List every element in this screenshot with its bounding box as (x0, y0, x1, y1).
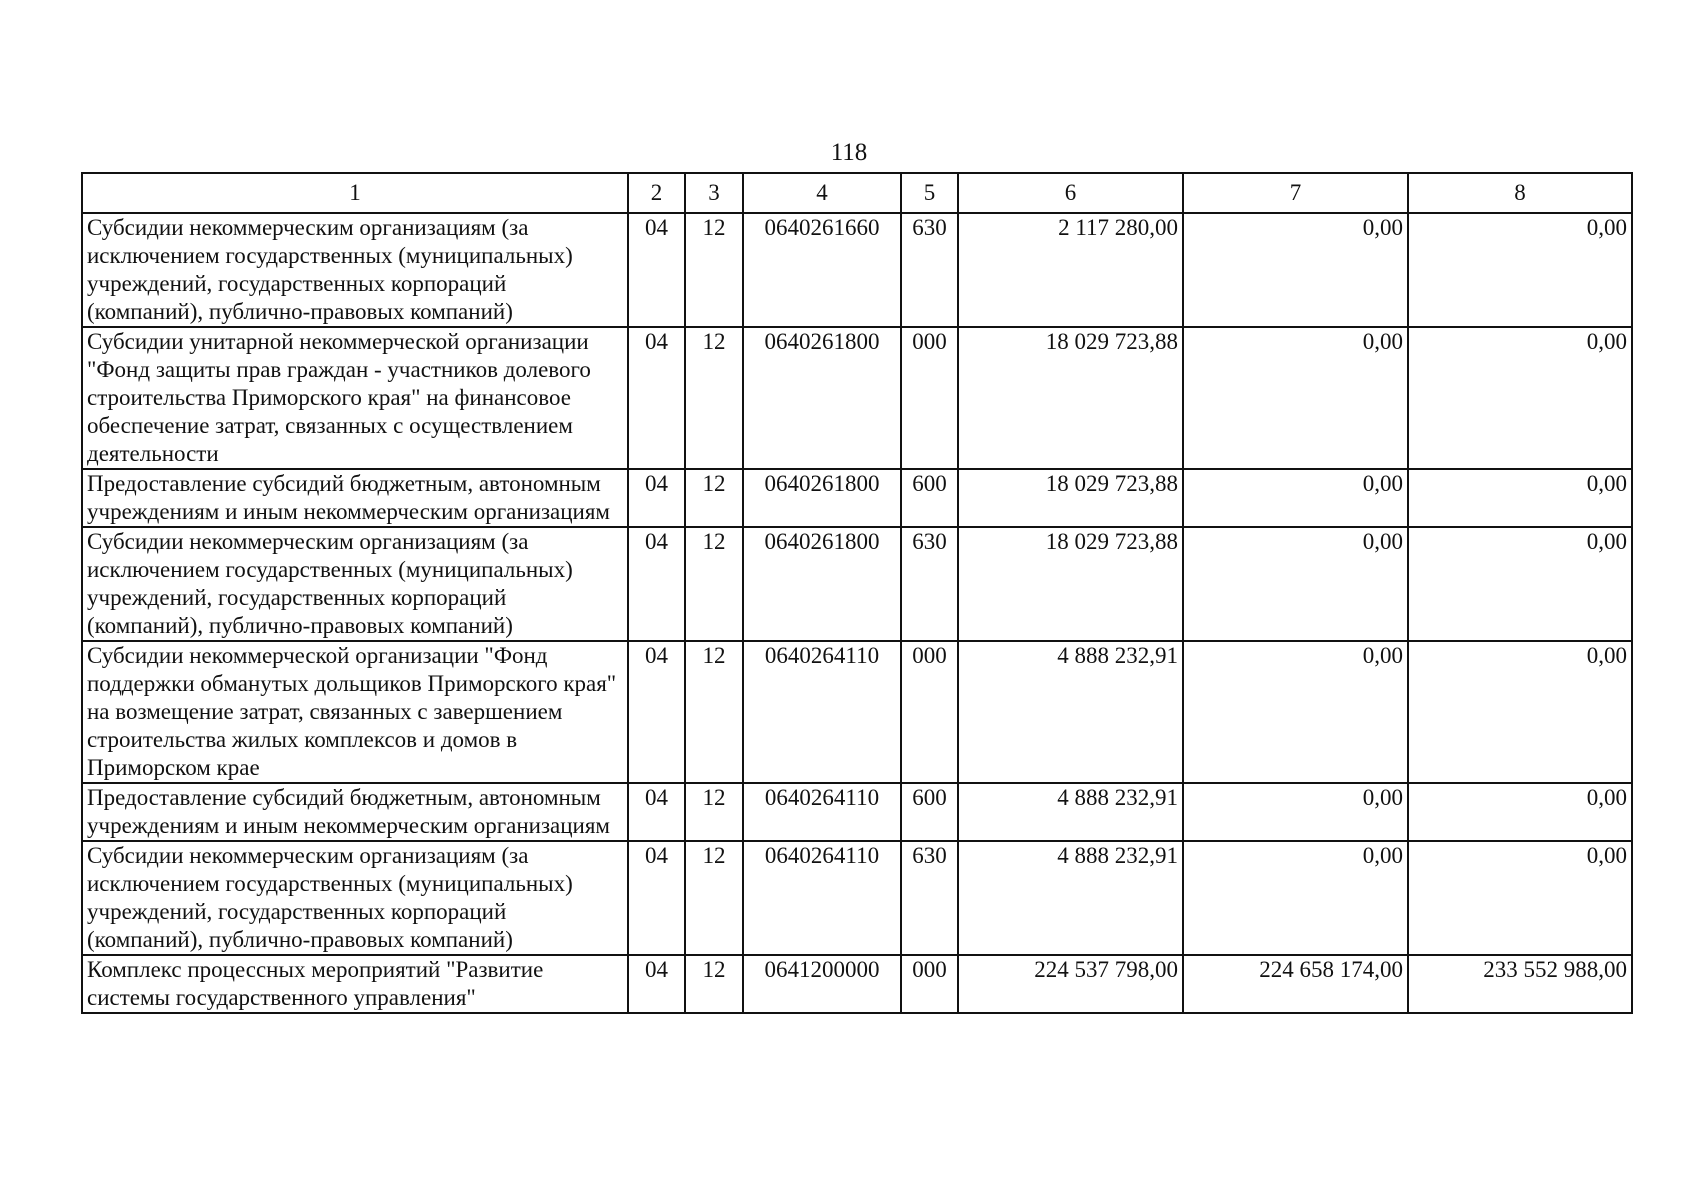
expense-type-code: 600 (901, 783, 958, 841)
budget-table (81, 172, 1633, 1014)
header-col-8: 8 (1408, 173, 1632, 213)
header-col-5: 5 (901, 173, 958, 213)
amount-col-7: 0,00 (1183, 527, 1408, 641)
section-code: 04 (628, 955, 685, 1013)
table-row (82, 527, 1632, 641)
section-code: 04 (628, 469, 685, 527)
section-code: 04 (628, 641, 685, 783)
table-row (82, 783, 1632, 841)
header-col-4: 4 (743, 173, 901, 213)
header-col-1: 1 (82, 173, 628, 213)
amount-col-7: 0,00 (1183, 783, 1408, 841)
row-description: Субсидии некоммерческим организациям (за исключением государственных (муниципальных) учреждений, государственных корпораций (компаний), публично-правовых компаний) (82, 213, 628, 327)
section-code: 04 (628, 841, 685, 955)
target-article-code: 0640261800 (743, 469, 901, 527)
section-code: 04 (628, 783, 685, 841)
expense-type-code: 000 (901, 327, 958, 469)
row-description: Предоставление субсидий бюджетным, автономным учреждениям и иным некоммерческим организациям (82, 783, 628, 841)
amount-col-7: 224 658 174,00 (1183, 955, 1408, 1013)
subsection-code: 12 (685, 841, 743, 955)
header-col-7: 7 (1183, 173, 1408, 213)
amount-col-6: 18 029 723,88 (958, 527, 1183, 641)
expense-type-code: 600 (901, 469, 958, 527)
row-description: Комплекс процессных мероприятий "Развитие системы государственного управления" (82, 955, 628, 1013)
section-code: 04 (628, 327, 685, 469)
header-col-2: 2 (628, 173, 685, 213)
amount-col-6: 4 888 232,91 (958, 783, 1183, 841)
amount-col-7: 0,00 (1183, 327, 1408, 469)
amount-col-8: 0,00 (1408, 469, 1632, 527)
section-code: 04 (628, 213, 685, 327)
target-article-code: 0640264110 (743, 841, 901, 955)
amount-col-6: 18 029 723,88 (958, 327, 1183, 469)
expense-type-code: 630 (901, 841, 958, 955)
subsection-code: 12 (685, 641, 743, 783)
amount-col-8: 0,00 (1408, 527, 1632, 641)
row-description: Субсидии некоммерческой организации "Фонд поддержки обманутых дольщиков Приморского края" на возмещение затрат, связанных с завершением строительства жилых комплексов и домов в Приморском крае (82, 641, 628, 783)
amount-col-8: 233 552 988,00 (1408, 955, 1632, 1013)
amount-col-7: 0,00 (1183, 469, 1408, 527)
table-row (82, 955, 1632, 1013)
table-row (82, 841, 1632, 955)
expense-type-code: 000 (901, 641, 958, 783)
target-article-code: 0641200000 (743, 955, 901, 1013)
page-number: 118 (830, 139, 868, 166)
amount-col-8: 0,00 (1408, 641, 1632, 783)
amount-col-6: 224 537 798,00 (958, 955, 1183, 1013)
header-col-3: 3 (685, 173, 743, 213)
amount-col-6: 2 117 280,00 (958, 213, 1183, 327)
amount-col-6: 18 029 723,88 (958, 469, 1183, 527)
row-description: Субсидии унитарной некоммерческой организации "Фонд защиты прав граждан - участников долевого строительства Приморского края" на финансовое обеспечение затрат, связанных с осуществлением деятельности (82, 327, 628, 469)
subsection-code: 12 (685, 213, 743, 327)
amount-col-7: 0,00 (1183, 213, 1408, 327)
table-header (82, 173, 1632, 213)
subsection-code: 12 (685, 955, 743, 1013)
target-article-code: 0640264110 (743, 641, 901, 783)
target-article-code: 0640264110 (743, 783, 901, 841)
amount-col-8: 0,00 (1408, 783, 1632, 841)
target-article-code: 0640261800 (743, 527, 901, 641)
table-row (82, 469, 1632, 527)
amount-col-6: 4 888 232,91 (958, 841, 1183, 955)
subsection-code: 12 (685, 527, 743, 641)
header-row (82, 173, 1632, 213)
table-body (82, 213, 1632, 1013)
section-code: 04 (628, 527, 685, 641)
amount-col-8: 0,00 (1408, 213, 1632, 327)
table-row (82, 327, 1632, 469)
row-description: Субсидии некоммерческим организациям (за исключением государственных (муниципальных) учреждений, государственных корпораций (компаний), публично-правовых компаний) (82, 841, 628, 955)
target-article-code: 0640261800 (743, 327, 901, 469)
amount-col-8: 0,00 (1408, 841, 1632, 955)
expense-type-code: 630 (901, 527, 958, 641)
subsection-code: 12 (685, 327, 743, 469)
amount-col-8: 0,00 (1408, 327, 1632, 469)
table-row (82, 213, 1632, 327)
expense-type-code: 000 (901, 955, 958, 1013)
target-article-code: 0640261660 (743, 213, 901, 327)
amount-col-6: 4 888 232,91 (958, 641, 1183, 783)
table-row (82, 641, 1632, 783)
row-description: Субсидии некоммерческим организациям (за исключением государственных (муниципальных) учреждений, государственных корпораций (компаний), публично-правовых компаний) (82, 527, 628, 641)
subsection-code: 12 (685, 783, 743, 841)
expense-type-code: 630 (901, 213, 958, 327)
amount-col-7: 0,00 (1183, 841, 1408, 955)
row-description: Предоставление субсидий бюджетным, автономным учреждениям и иным некоммерческим организациям (82, 469, 628, 527)
header-col-6: 6 (958, 173, 1183, 213)
subsection-code: 12 (685, 469, 743, 527)
amount-col-7: 0,00 (1183, 641, 1408, 783)
